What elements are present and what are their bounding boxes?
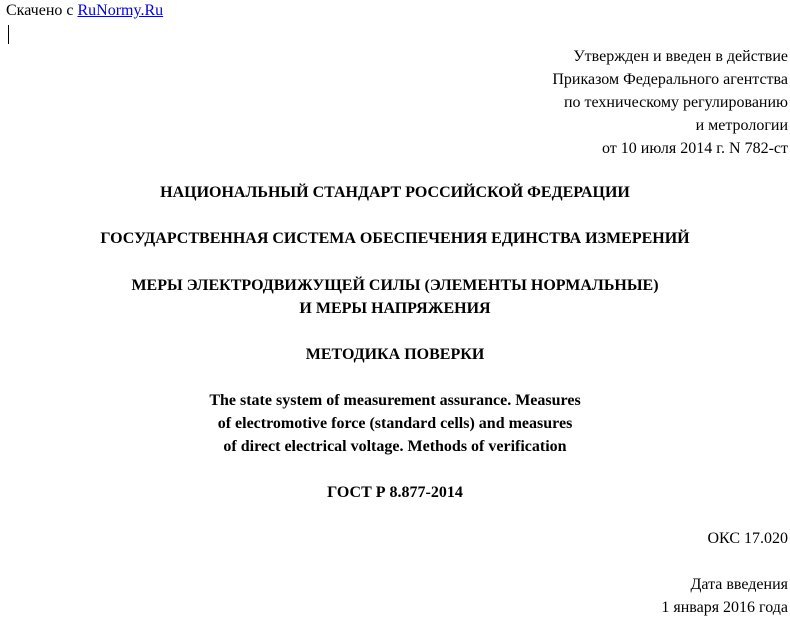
english-title-line: The state system of measurement assurance. Measures: [209, 392, 581, 409]
subject-heading: [0, 274, 790, 320]
approval-line: и метрологии: [695, 117, 788, 134]
system-title: ГОСУДАРСТВЕННАЯ СИСТЕМА ОБЕСПЕЧЕНИЯ ЕДИНСТВА ИЗМЕРЕНИЙ: [100, 230, 690, 247]
national-standard-heading: [0, 181, 790, 204]
text-cursor: [8, 25, 9, 44]
oks-block: [708, 527, 789, 550]
designation-heading: [0, 481, 790, 504]
approval-line: Утвержден и введен в действие: [573, 48, 788, 65]
approval-line: от 10 июля 2014 г. N 782-ст: [602, 140, 788, 157]
standard-designation: ГОСТ Р 8.877-2014: [327, 484, 463, 501]
method-title: МЕТОДИКА ПОВЕРКИ: [305, 346, 485, 363]
system-heading: [0, 227, 790, 250]
source-prefix: Скачено с: [6, 2, 78, 19]
approval-block: [552, 45, 788, 160]
subject-line: И МЕРЫ НАПРЯЖЕНИЯ: [299, 300, 491, 317]
approval-line: Приказом Федерального агентства: [552, 71, 788, 88]
oks-code: ОКС 17.020: [707, 530, 788, 547]
english-title-line: of direct electrical voltage. Methods of verification: [223, 438, 567, 455]
introduction-date: 1 января 2016 года: [661, 599, 788, 616]
source-line: [6, 0, 163, 22]
runormy-link[interactable]: RuNormy.Ru: [77, 2, 164, 19]
english-title-line: of electromotive force (standard cells) and measures: [217, 415, 573, 432]
method-heading: [0, 343, 790, 366]
national-standard-title: НАЦИОНАЛЬНЫЙ СТАНДАРТ РОССИЙСКОЙ ФЕДЕРАЦИИ: [160, 184, 630, 201]
introduction-label: Дата введения: [690, 576, 788, 593]
approval-line: по техническому регулированию: [563, 94, 788, 111]
english-title-block: [0, 389, 790, 458]
introduction-date-block: [661, 573, 788, 619]
subject-line: МЕРЫ ЭЛЕКТРОДВИЖУЩЕЙ СИЛЫ (ЭЛЕМЕНТЫ НОРМАЛЬНЫЕ): [131, 277, 659, 294]
